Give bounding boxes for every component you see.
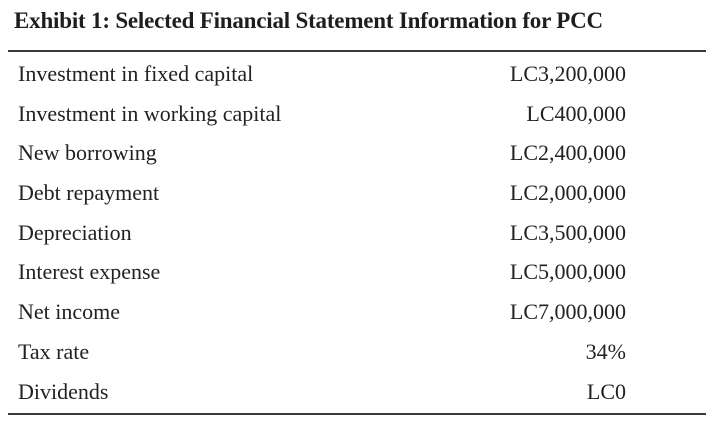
- table-row: [8, 173, 706, 213]
- row-value: LC2,000,000: [509, 180, 626, 206]
- table-row: [8, 292, 706, 332]
- table-top-rule: [8, 50, 706, 52]
- row-label: Interest expense: [18, 259, 161, 285]
- table-row: [8, 372, 706, 412]
- row-label: Tax rate: [18, 338, 90, 364]
- row-label: New borrowing: [18, 140, 157, 166]
- table-row: [8, 94, 706, 134]
- financial-info-table: [8, 54, 706, 411]
- row-value: LC400,000: [526, 100, 626, 126]
- table-row: [8, 332, 706, 372]
- row-label: Debt repayment: [18, 180, 160, 206]
- row-value: LC3,500,000: [509, 219, 626, 245]
- table-bottom-rule: [8, 413, 706, 415]
- row-value: 34%: [585, 338, 626, 364]
- table-row: [8, 54, 706, 94]
- row-label: Investment in working capital: [18, 100, 282, 126]
- row-value: LC5,000,000: [509, 259, 626, 285]
- row-label: Depreciation: [18, 219, 132, 245]
- exhibit-title: Exhibit 1: Selected Financial Statement Information for PCC: [14, 8, 603, 33]
- row-label: Investment in fixed capital: [18, 61, 254, 86]
- table-row: [8, 252, 706, 292]
- row-value: LC0: [586, 378, 626, 404]
- row-value: LC3,200,000: [509, 61, 626, 86]
- table-row: [8, 213, 706, 253]
- row-label: Net income: [18, 299, 121, 325]
- row-value: LC7,000,000: [509, 299, 626, 325]
- row-label: Dividends: [18, 378, 109, 404]
- row-value: LC2,400,000: [509, 140, 626, 166]
- table-row: [8, 133, 706, 173]
